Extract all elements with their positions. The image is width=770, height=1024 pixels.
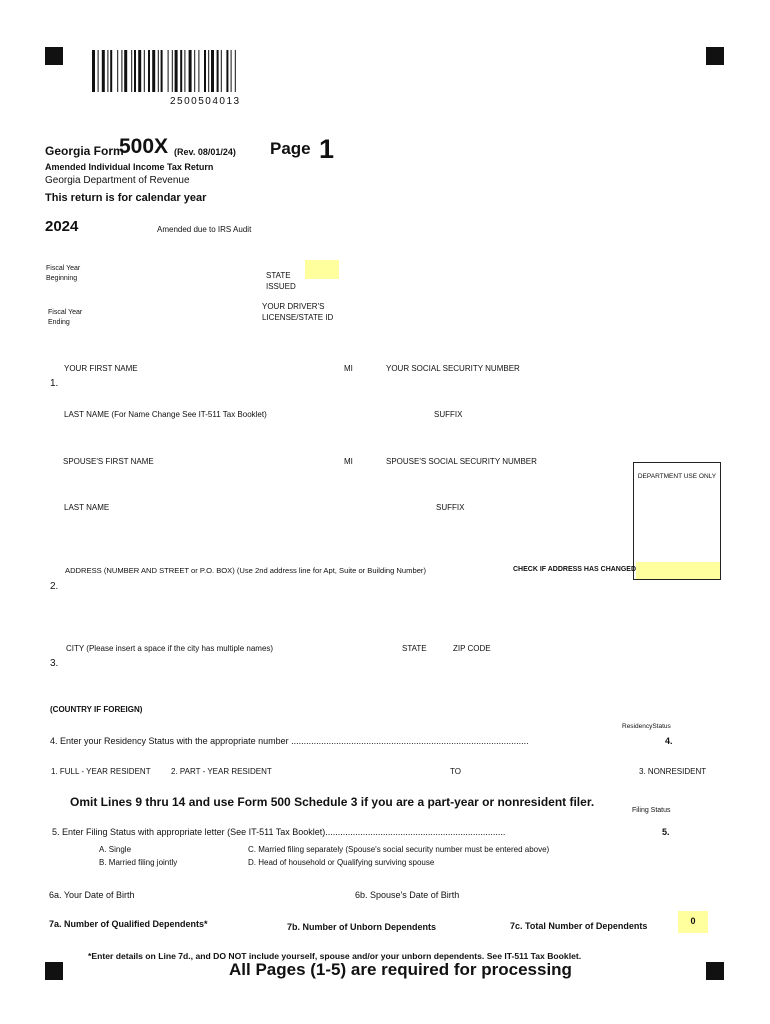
- barcode-bar: [121, 50, 122, 92]
- suffix-label: SUFFIX: [434, 410, 463, 419]
- state-label: STATE: [402, 644, 427, 653]
- your-date-of-birth-label: 6a. Your Date of Birth: [49, 890, 135, 900]
- barcode-bar: [110, 50, 112, 92]
- form-subtitle: Amended Individual Income Tax Return: [45, 162, 214, 172]
- barcode-bar: [148, 50, 150, 92]
- fiscal-year-beginning: Fiscal Year Beginning: [46, 265, 81, 282]
- barcode-bar: [168, 50, 169, 92]
- first-name-label: YOUR FIRST NAME: [64, 364, 138, 373]
- line-1-number: 1.: [50, 378, 59, 389]
- department-name: Georgia Department of Revenue: [45, 175, 190, 186]
- line-2-number: 2.: [50, 581, 59, 592]
- omit-lines-notice: Omit Lines 9 thru 14 and use Form 500 Schedule 3 if you are a part-year or nonresident filer.: [70, 795, 595, 809]
- barcode-bar: [144, 50, 145, 92]
- zip-code-label: ZIP CODE: [453, 644, 491, 653]
- total-dependents-label: 7c. Total Number of Dependents: [510, 921, 648, 931]
- department-use-only-label: DEPARTMENT USE ONLY: [637, 473, 717, 480]
- barcode-bar: [184, 50, 185, 92]
- filing-option-single: A. Single: [99, 845, 132, 854]
- form-number: 500X: [119, 135, 169, 158]
- nonresident-option: 3. NONRESIDENT: [639, 767, 707, 776]
- barcode-bar: [158, 50, 159, 92]
- barcode-bar: [117, 50, 118, 92]
- barcode-bar: [152, 50, 155, 92]
- barcode-bar: [198, 50, 199, 92]
- line-5-text: 5. Enter Filing Status with appropriate letter (See IT-511 Tax Booklet)........................................................................: [52, 827, 506, 837]
- filing-option-married-jointly: B. Married filing jointly: [99, 858, 178, 867]
- barcode-bar: [175, 50, 178, 92]
- barcode-bar: [189, 50, 192, 92]
- address-changed-checkbox[interactable]: [636, 562, 720, 579]
- barcode-bar: [204, 50, 206, 92]
- barcode-bar: [194, 50, 195, 92]
- barcode-bar: [161, 50, 163, 92]
- city-label: CITY (Please insert a space if the city has multiple names): [66, 644, 274, 653]
- barcode-bar: [107, 50, 108, 92]
- barcode-bar: [172, 50, 173, 92]
- full-year-resident-option: 1. FULL - YEAR RESIDENT: [51, 767, 151, 776]
- address-changed-label: CHECK IF ADDRESS HAS CHANGED: [513, 566, 637, 573]
- country-label: (COUNTRY IF FOREIGN): [50, 705, 143, 714]
- last-name-label: LAST NAME (For Name Change See IT-511 Tax Booklet): [64, 410, 267, 419]
- part-year-resident-option: 2. PART - YEAR RESIDENT: [171, 767, 272, 776]
- barcode-bar: [124, 50, 127, 92]
- fiscal-year-ending: Fiscal Year Ending: [48, 309, 83, 326]
- filing-status-label: Filing Status: [632, 807, 671, 814]
- line-4-end-number[interactable]: 4.: [665, 736, 673, 746]
- to-label: TO: [450, 767, 461, 776]
- barcode-bar: [134, 50, 136, 92]
- barcode-bar: [226, 50, 228, 92]
- residency-status-label: ResidencyStatus: [622, 723, 671, 730]
- barcode-bar: [138, 50, 141, 92]
- registration-mark-bottom-right: [706, 962, 724, 980]
- filing-option-married-separately: C. Married filing separately (Spouse's social security number must be entered above): [248, 845, 550, 854]
- page-number: 1: [319, 134, 335, 164]
- line-5-end-number[interactable]: 5.: [662, 827, 670, 837]
- barcode-number: 2500504013: [170, 96, 241, 107]
- barcode-bar: [235, 50, 236, 92]
- footer-required-pages: All Pages (1-5) are required for processing: [229, 960, 572, 979]
- state-issued-label: STATE ISSUED: [266, 271, 296, 291]
- form-prefix: Georgia Form: [45, 144, 124, 158]
- barcode-bar: [221, 50, 222, 92]
- address-label: ADDRESS (NUMBER AND STREET or P.O. BOX) (Use 2nd address line for Apt, Suite or Building Number): [65, 566, 426, 575]
- amended-irs-audit-label: Amended due to IRS Audit: [157, 225, 252, 234]
- registration-mark-top-left: [45, 47, 63, 65]
- line-4-text: 4. Enter your Residency Status with the appropriate number ...............................................................................................: [50, 736, 529, 746]
- barcode-bar: [131, 50, 132, 92]
- barcode-bar: [208, 50, 209, 92]
- ssn-label: YOUR SOCIAL SECURITY NUMBER: [386, 364, 520, 373]
- form-revision: (Rev. 08/01/24): [174, 147, 236, 157]
- page-label: Page: [270, 139, 311, 158]
- barcode-bar: [180, 50, 182, 92]
- total-dependents-value: 0: [690, 916, 696, 926]
- spouse-mi-label: MI: [344, 457, 353, 466]
- spouse-first-name-label: SPOUSE'S FIRST NAME: [63, 457, 154, 466]
- barcode-bar: [98, 50, 99, 92]
- barcode-bar: [231, 50, 232, 92]
- calendar-year-text: This return is for calendar year: [45, 192, 207, 204]
- barcode: [92, 50, 272, 92]
- barcode-bar: [92, 50, 95, 92]
- registration-mark-bottom-left: [45, 962, 63, 980]
- spouse-last-name-label: LAST NAME: [64, 503, 110, 512]
- spouse-ssn-label: SPOUSE'S SOCIAL SECURITY NUMBER: [386, 457, 537, 466]
- mi-label: MI: [344, 364, 353, 373]
- spouse-suffix-label: SUFFIX: [436, 503, 465, 512]
- line-3-number: 3.: [50, 658, 59, 669]
- tax-year: 2024: [45, 218, 79, 235]
- dependents-footnote: *Enter details on Line 7d., and DO NOT include yourself, spouse and/or your unborn dependents. See IT-511 Tax Booklet.: [88, 951, 582, 961]
- filing-option-head-of-household: D. Head of household or Qualifying surviving spouse: [248, 858, 435, 867]
- state-issued-field[interactable]: [305, 260, 339, 279]
- barcode-bar: [102, 50, 105, 92]
- spouse-date-of-birth-label: 6b. Spouse's Date of Birth: [355, 890, 460, 900]
- registration-mark-top-right: [706, 47, 724, 65]
- qualified-dependents-label: 7a. Number of Qualified Dependents*: [49, 919, 208, 929]
- barcode-bar: [217, 50, 219, 92]
- total-dependents-field[interactable]: [678, 911, 708, 933]
- drivers-license-label: YOUR DRIVER'S LICENSE/STATE ID: [262, 302, 334, 322]
- unborn-dependents-label: 7b. Number of Unborn Dependents: [287, 922, 437, 932]
- barcode-bar: [211, 50, 214, 92]
